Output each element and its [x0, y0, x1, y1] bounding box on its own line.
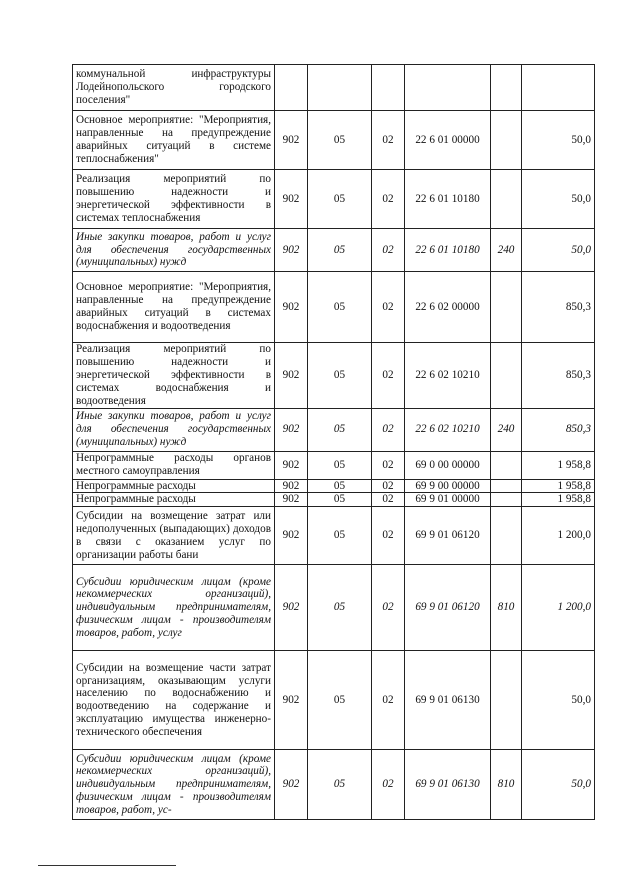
- row-sum-cell: 1 200,0: [522, 507, 595, 565]
- row-sum-cell: 50,0: [522, 651, 595, 750]
- row-ved-cell: 902: [275, 111, 308, 170]
- row-ved-cell: 902: [275, 229, 308, 272]
- row-sum-cell: 1 200,0: [522, 565, 595, 651]
- row-csr-cell: 69 9 01 00000: [405, 493, 491, 507]
- row-ved-cell: 902: [275, 451, 308, 479]
- row-sum-cell: 850,3: [522, 408, 595, 451]
- row-csr-cell: 22 6 01 10180: [405, 229, 491, 272]
- row-sum-cell: [522, 65, 595, 111]
- row-name-cell: Реализация мероприятий по повышению надежности и энергетической эффективности в системах теплоснабжения: [73, 170, 275, 229]
- row-csr-cell: 22 6 01 00000: [405, 111, 491, 170]
- row-csr-cell: 69 9 01 06130: [405, 750, 491, 820]
- row-ved-cell: 902: [275, 493, 308, 507]
- row-rz-cell: 05: [308, 408, 372, 451]
- row-pr-cell: 02: [372, 272, 405, 343]
- row-pr-cell: 02: [372, 507, 405, 565]
- row-ved-cell: [275, 65, 308, 111]
- table-row: [73, 750, 595, 820]
- table-row: [73, 408, 595, 451]
- row-vr-cell: [491, 272, 522, 343]
- footnote-separator: [38, 865, 176, 866]
- row-pr-cell: 02: [372, 651, 405, 750]
- row-rz-cell: 05: [308, 272, 372, 343]
- row-vr-cell: 810: [491, 565, 522, 651]
- row-vr-cell: [491, 493, 522, 507]
- row-vr-cell: 240: [491, 408, 522, 451]
- row-ved-cell: 902: [275, 272, 308, 343]
- row-rz-cell: 05: [308, 565, 372, 651]
- row-csr-cell: 22 6 02 10210: [405, 408, 491, 451]
- row-pr-cell: 02: [372, 750, 405, 820]
- row-rz-cell: 05: [308, 507, 372, 565]
- row-rz-cell: 05: [308, 479, 372, 493]
- row-vr-cell: [491, 479, 522, 493]
- row-sum-cell: 50,0: [522, 170, 595, 229]
- row-rz-cell: 05: [308, 343, 372, 409]
- row-sum-cell: 1 958,8: [522, 479, 595, 493]
- row-rz-cell: [308, 65, 372, 111]
- row-csr-cell: 69 9 01 06120: [405, 507, 491, 565]
- row-name-cell: Непрограммные расходы: [73, 493, 275, 507]
- table-row: [73, 493, 595, 507]
- row-csr-cell: 69 0 00 00000: [405, 451, 491, 479]
- row-name-cell: Субсидии юридическим лицам (кроме некоммерческих организаций), индивидуальным предпринимателям, физическим лицам - производителям товаров, работ, ус-: [73, 750, 275, 820]
- row-vr-cell: [491, 343, 522, 409]
- row-name-cell: Субсидии на возмещение части затрат организациям, оказывающим услуги населению по водоснабжению и водоотведению на содержание и эксплуатацию имущества инженерно-технического обеспечения: [73, 651, 275, 750]
- row-rz-cell: 05: [308, 229, 372, 272]
- row-pr-cell: 02: [372, 479, 405, 493]
- row-csr-cell: 69 9 00 00000: [405, 479, 491, 493]
- row-pr-cell: 02: [372, 493, 405, 507]
- table-row: [73, 451, 595, 479]
- row-name-cell: Непрограммные расходы органов местного самоуправления: [73, 451, 275, 479]
- row-sum-cell: 850,3: [522, 343, 595, 409]
- row-sum-cell: 1 958,8: [522, 451, 595, 479]
- row-name-cell: Основное мероприятие: "Мероприятия, направленные на предупреждение аварийных ситуаций в системе теплоснабжения": [73, 111, 275, 170]
- row-pr-cell: 02: [372, 408, 405, 451]
- table-row: [73, 343, 595, 409]
- row-vr-cell: [491, 451, 522, 479]
- table-row: [73, 272, 595, 343]
- row-name-cell: Основное мероприятие: "Мероприятия, направленные на предупреждение аварийных ситуаций в системах водоснабжения и водоотведения: [73, 272, 275, 343]
- row-name-cell: Иные закупки товаров, работ и услуг для обеспечения государственных (муниципальных) нужд: [73, 229, 275, 272]
- row-csr-cell: 22 6 01 10180: [405, 170, 491, 229]
- row-ved-cell: 902: [275, 750, 308, 820]
- row-pr-cell: 02: [372, 111, 405, 170]
- row-sum-cell: 50,0: [522, 750, 595, 820]
- row-pr-cell: [372, 65, 405, 111]
- row-ved-cell: 902: [275, 170, 308, 229]
- table-row: [73, 479, 595, 493]
- table-row: [73, 170, 595, 229]
- row-vr-cell: [491, 111, 522, 170]
- table-row: [73, 565, 595, 651]
- row-name-cell: Субсидии на возмещение затрат или недополученных (выпадающих) доходов в связи с оказанием услуг по организации работы бани: [73, 507, 275, 565]
- row-name-cell: Субсидии юридическим лицам (кроме некоммерческих организаций), индивидуальным предпринимателям, физическим лицам - производителям товаров, работ, услуг: [73, 565, 275, 651]
- row-csr-cell: 69 9 01 06130: [405, 651, 491, 750]
- row-sum-cell: 1 958,8: [522, 493, 595, 507]
- row-vr-cell: [491, 507, 522, 565]
- row-pr-cell: 02: [372, 229, 405, 272]
- table-row: [73, 507, 595, 565]
- row-name-cell: Непрограммные расходы: [73, 479, 275, 493]
- row-pr-cell: 02: [372, 451, 405, 479]
- table-body: [73, 65, 595, 820]
- row-ved-cell: 902: [275, 479, 308, 493]
- row-name-cell: Иные закупки товаров, работ и услуг для обеспечения государственных (муниципальных) нужд: [73, 408, 275, 451]
- row-pr-cell: 02: [372, 565, 405, 651]
- row-csr-cell: [405, 65, 491, 111]
- row-pr-cell: 02: [372, 170, 405, 229]
- row-vr-cell: [491, 170, 522, 229]
- row-rz-cell: 05: [308, 750, 372, 820]
- row-vr-cell: [491, 65, 522, 111]
- row-sum-cell: 50,0: [522, 111, 595, 170]
- budget-table: [72, 64, 595, 820]
- row-csr-cell: 22 6 02 00000: [405, 272, 491, 343]
- row-vr-cell: [491, 651, 522, 750]
- table-row: [73, 651, 595, 750]
- row-rz-cell: 05: [308, 170, 372, 229]
- row-ved-cell: 902: [275, 408, 308, 451]
- row-ved-cell: 902: [275, 565, 308, 651]
- row-ved-cell: 902: [275, 651, 308, 750]
- row-vr-cell: 240: [491, 229, 522, 272]
- row-csr-cell: 69 9 01 06120: [405, 565, 491, 651]
- table-row: [73, 229, 595, 272]
- row-name-cell: коммунальной инфраструктуры Лодейнопольского городского поселения": [73, 65, 275, 111]
- row-sum-cell: 850,3: [522, 272, 595, 343]
- row-rz-cell: 05: [308, 111, 372, 170]
- row-csr-cell: 22 6 02 10210: [405, 343, 491, 409]
- row-rz-cell: 05: [308, 451, 372, 479]
- row-rz-cell: 05: [308, 493, 372, 507]
- table-row: [73, 111, 595, 170]
- table-row: [73, 65, 595, 111]
- row-rz-cell: 05: [308, 651, 372, 750]
- row-pr-cell: 02: [372, 343, 405, 409]
- row-name-cell: Реализация мероприятий по повышению надежности и энергетической эффективности в системах водоснабжения и водоотведения: [73, 343, 275, 409]
- row-sum-cell: 50,0: [522, 229, 595, 272]
- row-ved-cell: 902: [275, 343, 308, 409]
- row-ved-cell: 902: [275, 507, 308, 565]
- row-vr-cell: 810: [491, 750, 522, 820]
